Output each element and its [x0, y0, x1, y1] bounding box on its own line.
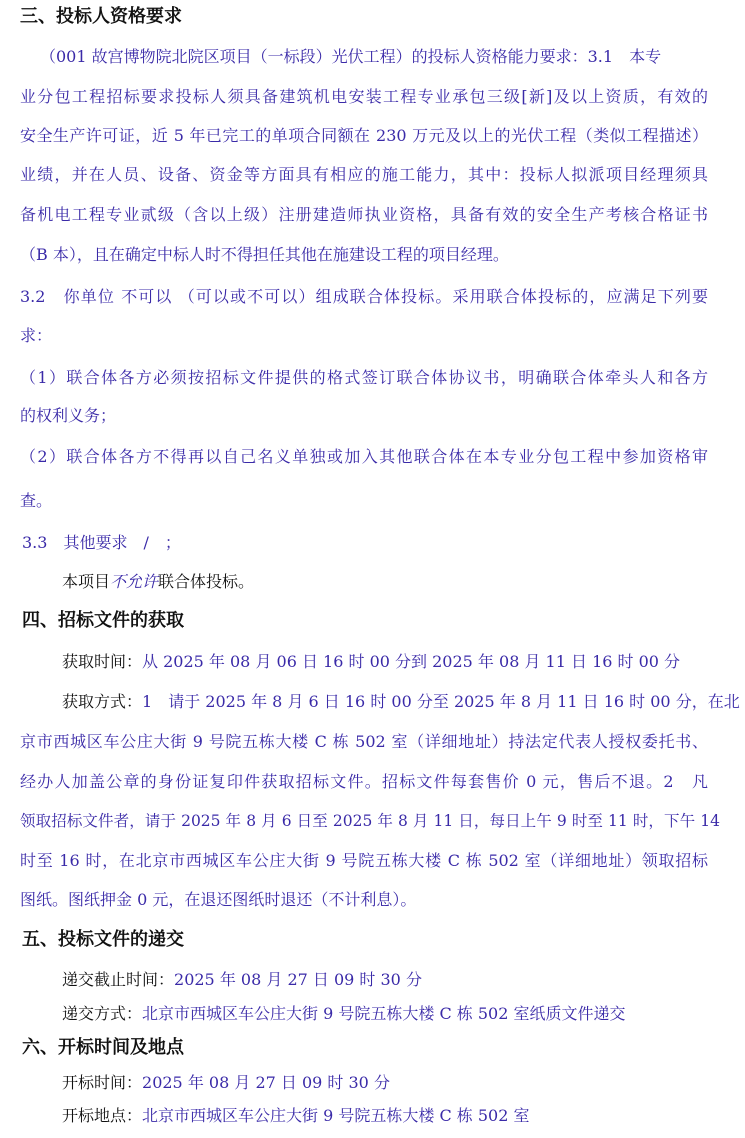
consortium-item-1-line-1: （1）联合体各方必须按招标文件提供的格式签订联合体协议书，明确联合体牵头人和各方	[20, 368, 708, 387]
qualification-paragraph-line-1: （001 故宫博物院北院区项目（一标段）光伏工程）的投标人资格能力要求：3.1 本专	[40, 47, 662, 66]
submission-deadline-label: 递交截止时间：	[62, 970, 175, 989]
bid-opening-place-value: 北京市西城区车公庄大街 9 号院五栋大楼 C 栋 502 室	[142, 1106, 530, 1125]
consortium-suffix: 联合体投标。	[158, 572, 255, 591]
section-4-heading: 四、招标文件的获取	[22, 610, 184, 631]
bid-opening-place-label: 开标地点：	[62, 1106, 143, 1125]
qualification-paragraph-line-6: （B 本），且在确定中标人时不得担任其他在施建设工程的项目经理。	[20, 245, 509, 264]
qualification-paragraph-line-4: 业绩，并在人员、设备、资金等方面具有相应的施工能力，其中：投标人拟派项目经理须具	[20, 165, 708, 184]
submission-method-label: 递交方式：	[62, 1004, 143, 1023]
consortium-not-allowed: 不允许	[110, 572, 159, 591]
consortium-item-2-line-2: 查。	[20, 491, 53, 510]
consortium-paragraph-line-2: 求：	[20, 326, 53, 345]
bid-opening-time-line	[62, 1072, 390, 1094]
consortium-item-2-line-1: （2）联合体各方不得再以自己名义单独或加入其他联合体在本专业分包工程中参加资格审	[20, 447, 708, 466]
obtain-time-line	[62, 651, 680, 673]
obtain-time-label: 获取时间：	[62, 652, 143, 671]
obtain-method-line-2: 京市西城区车公庄大街 9 号院五栋大楼 C 栋 502 室（详细地址）持法定代表人授权委托书、	[20, 732, 708, 751]
obtain-method-label: 获取方式：	[62, 692, 143, 711]
obtain-method-line-5: 时至 16 时，在北京市西城区车公庄大街 9 号院五栋大楼 C 栋 502 室（详细地址）领取招标	[20, 851, 708, 870]
obtain-method-line-6: 图纸。图纸押金 0 元，在退还图纸时退还（不计利息）。	[20, 890, 417, 909]
obtain-time-value: 从 2025 年 08 月 06 日 16 时 00 分到 2025 年 08 月 11 日 16 时 00 分	[142, 652, 681, 671]
submission-method-value: 北京市西城区车公庄大街 9 号院五栋大楼 C 栋 502 室纸质文件递交	[142, 1004, 626, 1023]
consortium-paragraph-line-1: 3.2 你单位 不可以 （可以或不可以）组成联合体投标。采用联合体投标的，应满足下列要	[20, 287, 708, 306]
submission-method-line	[62, 1003, 626, 1025]
consortium-prefix: 本项目	[62, 572, 111, 591]
submission-deadline-line	[62, 969, 422, 991]
qualification-paragraph-line-2: 业分包工程招标要求投标人须具备建筑机电安装工程专业承包三级[新]及以上资质，有效的	[20, 87, 708, 106]
bid-opening-place-line	[62, 1105, 530, 1127]
qualification-paragraph-line-5: 备机电工程专业贰级（含以上级）注册建造师执业资格，具备有效的安全生产考核合格证书	[20, 205, 708, 224]
section-6-heading: 六、开标时间及地点	[22, 1037, 184, 1058]
obtain-method-line-1	[62, 691, 740, 713]
qualification-paragraph-line-3: 安全生产许可证，近 5 年已完工的单项合同额在 230 万元及以上的光伏工程（类似工程描述）	[20, 126, 708, 145]
consortium-item-1-line-2: 的权利义务；	[20, 406, 117, 425]
obtain-method-line-4: 领取招标文件者，请于 2025 年 8 月 6 日至 2025 年 8 月 11 日，每日上午 9 时至 11 时，下午 14	[20, 812, 720, 830]
consortium-not-allowed-line	[62, 571, 254, 593]
bid-opening-time-label: 开标时间：	[62, 1073, 143, 1092]
other-requirements: 3.3 其他要求 / ；	[22, 533, 181, 552]
obtain-method-line-3: 经办人加盖公章的身份证复印件获取招标文件。招标文件每套售价 0 元，售后不退。2 凡	[20, 772, 708, 791]
section-5-heading: 五、投标文件的递交	[22, 929, 184, 950]
bid-opening-time-value: 2025 年 08 月 27 日 09 时 30 分	[142, 1073, 390, 1092]
obtain-method-text-1: 1 请于 2025 年 8 月 6 日 16 时 00 分至 2025 年 8 月 11 日 16 时 00 分，在北	[142, 692, 740, 711]
section-3-heading: 三、投标人资格要求	[20, 6, 182, 27]
submission-deadline-value: 2025 年 08 月 27 日 09 时 30 分	[174, 970, 422, 989]
